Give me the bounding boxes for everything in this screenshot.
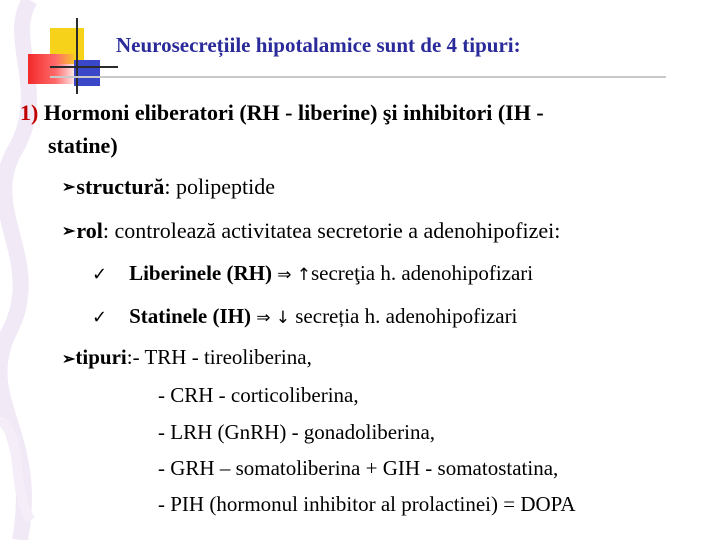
check-statinele xyxy=(92,304,517,329)
bullet-tipuri xyxy=(62,345,312,370)
checkmark-icon: ✓ xyxy=(92,264,108,285)
logo-vertical-line xyxy=(76,18,78,94)
check-liberinele xyxy=(92,261,533,286)
checkmark-icon: ✓ xyxy=(92,307,108,328)
logo-horizontal-line xyxy=(50,66,118,68)
arrowhead-bullet-icon: ➢ xyxy=(62,179,76,196)
structura-label: structură xyxy=(76,174,165,199)
liberinele-text: secreţia h. adenohipofizari xyxy=(310,261,534,285)
tipuri-line: - CRH - corticoliberina, xyxy=(158,383,359,407)
bullet-structura xyxy=(62,174,275,200)
item-1-line1: Hormoni eliberatori (RH - liberine) şi inhibitori (IH - xyxy=(43,100,544,125)
rol-label: rol xyxy=(76,218,103,243)
logo-red-square xyxy=(28,54,74,84)
tipuri-label: tipuri xyxy=(75,345,127,369)
arrowhead-bullet-icon: ➢ xyxy=(62,223,76,240)
item-1 xyxy=(20,96,670,162)
liberinele-label: Liberinele (RH) xyxy=(129,261,272,285)
tipuri-line: - GRH – somatoliberina + GIH - somatostatina, xyxy=(158,456,559,480)
implies-icon: ⇒ xyxy=(256,308,271,328)
rol-text: : controlează activitatea secretorie a adenohipofizei: xyxy=(102,218,561,243)
item-1-number: 1) xyxy=(20,100,39,125)
structura-text: : polipeptide xyxy=(164,174,275,199)
slide-title: Neurosecrețiile hipotalamice sunt de 4 tipuri: xyxy=(116,33,521,57)
implies-icon: ⇒ xyxy=(277,265,292,285)
tipuri-line: - PIH (hormonul inhibitor al prolactinei) = DOPA xyxy=(158,492,576,516)
arrow-down-icon: ↓ xyxy=(275,308,290,328)
title-rule xyxy=(50,76,666,78)
tipuri-line: - LRH (GnRH) - gonadoliberina, xyxy=(158,420,436,444)
arrowhead-bullet-icon: ➢ xyxy=(62,351,76,368)
item-1-line2: statine) xyxy=(48,133,118,158)
tipuri-first: :- TRH - tireoliberina, xyxy=(126,345,312,369)
bullet-rol xyxy=(62,218,560,244)
statinele-label: Statinele (IH) xyxy=(129,304,251,328)
arrow-up-icon: ↑ xyxy=(296,265,311,285)
statinele-text: secreția h. adenohipofizari xyxy=(290,304,518,328)
